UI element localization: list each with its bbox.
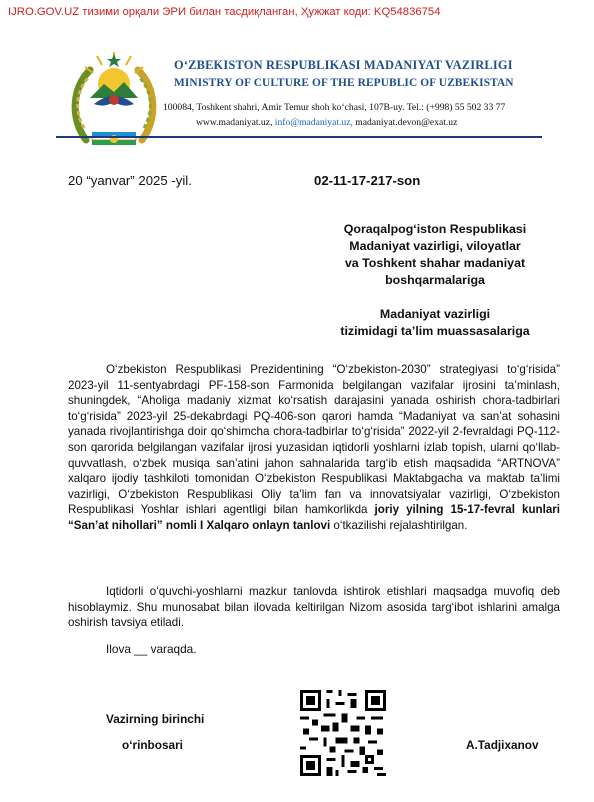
signer-name: A.Tadjixanov [466, 738, 539, 752]
letterhead-divider [56, 136, 542, 138]
addressee-line: tizimidagi ta’lim muassasalariga [340, 324, 530, 338]
email-link[interactable]: info@madaniyat.uz, [274, 117, 353, 128]
qr-code-icon [300, 690, 386, 776]
state-emblem-icon [66, 48, 162, 154]
body-text: Iqtidorli o‘quvchi-yoshlarni mazkur tanlovda ishtirok etishlari maqsadga muvofiq deb hisoblaymiz. Shu munosabat bilan ilovada keltirilgan Nizom asosida targ‘ibot ishlarini amalga oshirish tavsiya etiladi. [68, 585, 560, 630]
addressee-line: Qoraqalpog‘iston Respublikasi [343, 222, 527, 236]
addressee-block-1 [300, 221, 570, 289]
body-text: o‘tkazilishi rejalashtirilgan. [330, 518, 468, 532]
addressee-line: Madaniyat vazirligi [379, 307, 491, 321]
signer-title-line1: Vazirning birinchi [106, 712, 205, 726]
body-text: O‘zbekiston Respublikasi Prezidentining “O‘zbekiston-2030” strategiyasi to‘g‘risida” 2023-yil 11-sentyabrdagi PF-158-son Farmonida belgilangan vazifalar ijrosini ta’minlash, shuningdek, “Aholiga madaniy xizmat ko‘rsatish darajasini yanada oshirish chora-tadbirlari to‘g‘risida” 2023-yil 25-dekabrdagi PQ-406-son qarori hamda “Madaniyat va san’at sohasini yanada rivojlantirishga doir qo‘shimcha chora-tadbirlar to‘g‘risida” 2022-yil 2-fevraldagi PQ-112-son qarorida belgilangan vazifalar ijrosi yuzasidan iqtidorli yoshlarni izlab topish, ularni qo‘llab-quvvatlash, o‘zbek musiqa san’atini jahon sahnalarida targ‘ib etish maqsadida “ARTNOVA” xalqaro ijodiy tashkiloti tomonidan O‘zbekiston Respublikasi Maktabgacha va maktab ta’limi vazirligi, O‘zbekiston Respublikasi Oliy ta’lim fan va innovatsiyalar vazirligi, O‘zbekiston Respublikasi Yoshlar ishlari agentligi bilan hamkorlikda [68, 363, 560, 517]
document-date: 20 “yanvar” 2025 -yil. [68, 173, 192, 188]
addressee-block-2 [300, 306, 570, 340]
email2-link[interactable]: madaniyat.devon@exat.uz [355, 117, 458, 128]
org-address: 100084, Toshkent shahri, Amir Temur shoh ko‘chasi, 107B-uy. Tel.: (+998) 55 502 33 77 [163, 102, 506, 113]
addressee-line: boshqarmalariga [385, 273, 485, 287]
org-name-uz: O‘ZBEKISTON RESPUBLIKASI MADANIYAT VAZIRLIGI [174, 58, 513, 72]
body-text-bold: joriy yilning 15-17-fevral kunlari “San’at nihollari” nomli I Xalqaro onlayn tanlovi [68, 503, 561, 532]
verification-line: IJRO.GOV.UZ тизими орқали ЭРИ билан тасдиқланган, Ҳужжат коди: KQ54836754 [8, 6, 441, 18]
addressee-line: Madaniyat vazirligi, viloyatlar [349, 239, 521, 253]
body-paragraph-1 [68, 362, 560, 534]
attachment-note: Ilova __ varaqda. [106, 642, 197, 656]
org-name [174, 58, 514, 89]
signer-title-line2: o‘rinbosari [122, 738, 183, 752]
body-paragraph-2 [68, 584, 560, 631]
document-number: 02-11-17-217-son [314, 173, 421, 188]
addressee-line: va Toshkent shahar madaniyat [344, 256, 526, 270]
website-link[interactable]: www.madaniyat.uz, [196, 117, 273, 128]
org-contacts [196, 117, 457, 128]
org-name-en: MINISTRY OF CULTURE OF THE REPUBLIC OF UZBEKISTAN [174, 77, 514, 89]
